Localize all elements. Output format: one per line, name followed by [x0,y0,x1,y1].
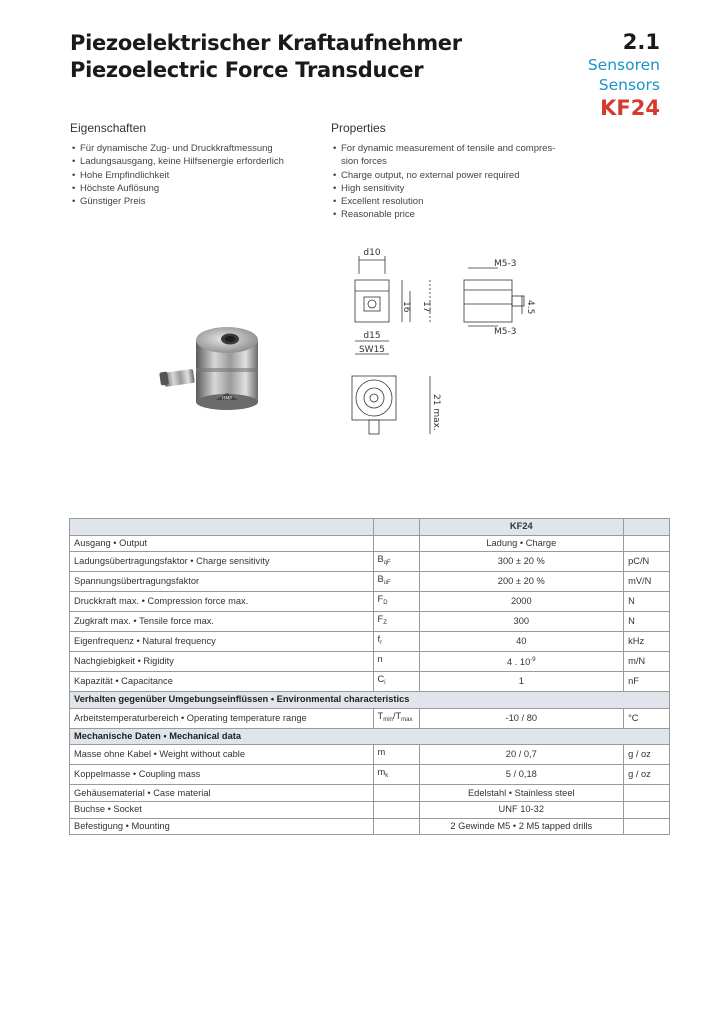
cell-unit: °C [624,708,670,728]
cell-unit [624,801,670,818]
list-item: • Charge output, no external power required [331,169,555,182]
cell-unit: m/N [624,652,670,672]
cell-symbol [373,801,419,818]
dim-16-label: 16 [401,301,411,313]
product-photo [158,316,268,416]
cell-unit: N [624,592,670,612]
cell-symbol: $F_Z$ [373,612,419,632]
table-row [70,612,670,632]
cell-value: Edelstahl • Stainless steel [419,785,624,802]
table-row [70,552,670,572]
cell-unit: pC/N [624,552,670,572]
dim-21max-label: 21 max. [431,394,441,431]
cell-symbol: $C_i$ [373,672,419,692]
table-row [70,632,670,652]
cell-value: 300 ± 20 % [419,552,624,572]
list-item: sion forces [341,156,387,168]
mech-section-header: Mechanische Daten • Mechanical data [70,728,670,745]
table-row [70,535,670,552]
cell-symbol: m [373,745,419,765]
cell-symbol: $f_r$ [373,632,419,652]
cell-label: Koppelmasse • Coupling mass [70,765,374,785]
cell-label: Druckkraft max. • Compression force max. [70,592,374,612]
table-row [70,745,670,765]
cell-label: Kapazität • Capacitance [70,672,374,692]
cell-value: 300 [419,612,624,632]
cell-value: UNF 10-32 [419,801,624,818]
cell-label: Nachgiebigkeit • Rigidity [70,652,374,672]
table-row [70,592,670,612]
cell-value: 40 [419,632,624,652]
cell-symbol: n [373,652,419,672]
cell-unit: g / oz [624,745,670,765]
dim-m53-top-label: M5-3 [494,259,517,269]
cell-symbol: $B_{uF}$ [373,572,419,592]
cell-label: Befestigung • Mounting [70,818,374,835]
env-section-header: Verhalten gegenüber Umgebungseinflüssen • Environmental characteristics [70,692,670,709]
list-item: • Günstiger Preis [70,195,284,208]
list-item: • Höchste Auflösung [70,182,284,195]
dim-d15-label: d15 [363,331,381,341]
list-item: • Ladungsausgang, keine Hilfsenergie erforderlich [70,155,284,168]
mech-rows [70,745,670,835]
section-number: 2.1 [622,30,660,54]
list-item: • Reasonable price [331,208,555,221]
cell-label: Arbeitstemperaturbereich • Operating temperature range [70,708,374,728]
features-list-de [70,142,284,208]
cell-unit [624,535,670,552]
cell-unit: N [624,612,670,632]
cell-unit: g / oz [624,765,670,785]
table-row [70,801,670,818]
table-header-row [70,519,670,536]
list-item: • For dynamic measurement of tensile and compres- [331,142,555,155]
features-heading-en: Properties [331,121,386,135]
main-rows [70,535,670,692]
category-english: Sensors [598,76,660,94]
cell-unit [624,818,670,835]
cell-symbol [373,818,419,835]
cell-value: 20 / 0,7 [419,745,624,765]
top-view-drawing [352,376,430,434]
svg-text:HMP: HMP [222,396,232,402]
table-row [70,652,670,672]
cell-label: Eigenfrequenz • Natural frequency [70,632,374,652]
table-row [70,672,670,692]
cell-value: 200 ± 20 % [419,572,624,592]
cell-label: Ausgang • Output [70,535,374,552]
category-german: Sensoren [587,56,660,74]
specification-table [69,518,670,835]
category-block [588,30,660,121]
cell-unit: nF [624,672,670,692]
cell-symbol: $T_{min}/T_{max}$ [373,708,419,728]
cell-symbol [373,785,419,802]
list-item: • Hohe Empfindlichkeit [70,169,284,182]
cell-label: Zugkraft max. • Tensile force max. [70,612,374,632]
table-row [70,818,670,835]
cell-value: Ladung • Charge [419,535,624,552]
dim-17-label: 17 [421,301,431,313]
side-view-drawing [458,254,538,344]
dim-45-label: 4.5 [525,300,535,315]
dim-d10-label: d10 [363,248,381,258]
cell-value: -10 / 80 [419,708,624,728]
cell-symbol [373,535,419,552]
model-header: KF24 [419,519,624,536]
title-german: Piezoelektrischer Kraftaufnehmer [70,31,462,55]
list-item: • Excellent resolution [331,195,555,208]
dim-sw15-label: SW15 [358,345,386,355]
sensor-connector [159,369,195,387]
page-title [70,30,462,84]
cell-unit [624,785,670,802]
section-row [70,728,670,745]
list-item: • Für dynamische Zug- und Druckkraftmessung [70,142,284,155]
table-row [70,765,670,785]
cell-label: Spannungsübertragungsfaktor [70,572,374,592]
title-english: Piezoelectric Force Transducer [70,58,424,82]
cell-value: 5 / 0,18 [419,765,624,785]
table-row [70,708,670,728]
cell-symbol: $m_k$ [373,765,419,785]
cell-unit: kHz [624,632,670,652]
dim-m53-bottom-label: M5-3 [494,327,517,337]
cell-symbol: $F_D$ [373,592,419,612]
technical-drawings [338,244,458,444]
cell-symbol: $B_{qF}$ [373,552,419,572]
list-item: • High sensitivity [331,182,555,195]
table-row [70,572,670,592]
cell-unit: mV/N [624,572,670,592]
cell-label: Buchse • Socket [70,801,374,818]
cell-value: 2 Gewinde M5 • 2 M5 tapped drills [419,818,624,835]
cell-value: 4 . $10^{-9}$ [419,652,624,672]
features-heading-de: Eigenschaften [70,121,147,135]
features-list-en [331,142,555,222]
cell-value: 2000 [419,592,624,612]
table-row [70,785,670,802]
cell-value: 1 [419,672,624,692]
cell-label: Ladungsübertragungsfaktor • Charge sensitivity [70,552,374,572]
section-row [70,692,670,709]
cell-label: Gehäusematerial • Case material [70,785,374,802]
cell-label: Masse ohne Kabel • Weight without cable [70,745,374,765]
product-code: KF24 [600,96,660,120]
